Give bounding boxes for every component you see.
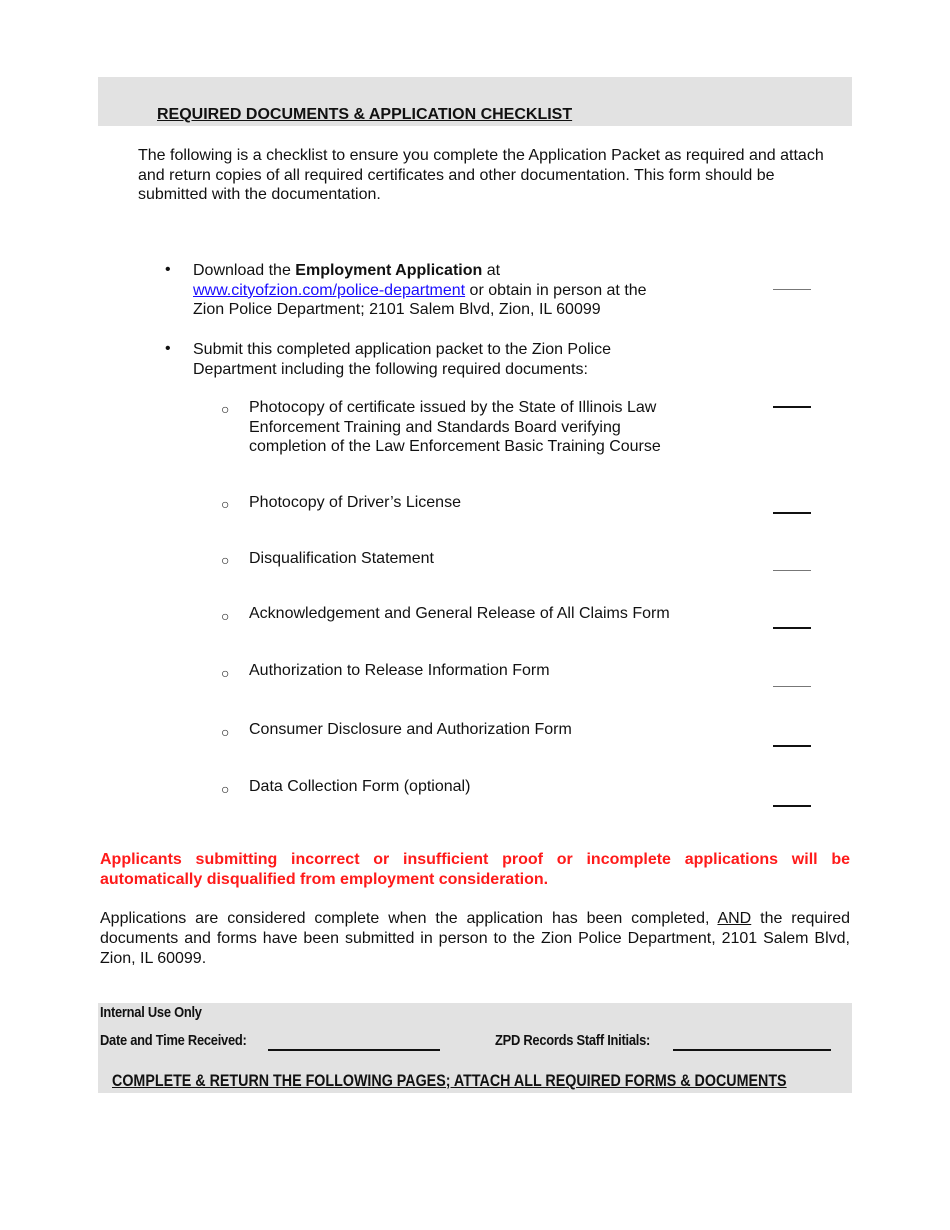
bullet-marker: •	[165, 261, 171, 278]
completeness-paragraph	[100, 909, 850, 969]
checkbox-line[interactable]	[773, 570, 811, 571]
sub-bullet-marker: ○	[221, 401, 230, 417]
item-text: Download the	[193, 262, 296, 279]
sub-item-drivers-license: Photocopy of Driver’s License	[249, 494, 461, 511]
paragraph-text: the required documents and forms have been submitted in person to the Zion Police Department, 2101 Salem Blvd, Zion, IL 60099.	[100, 910, 850, 967]
sub-item-authorization: Authorization to Release Information Form	[249, 662, 550, 679]
item-text: at	[482, 262, 501, 279]
item-text: completion of the Law Enforcement Basic Training Course	[249, 438, 661, 455]
item-text: Photocopy of certificate issued by the State of Illinois Law	[249, 399, 657, 416]
staff-initials-label: ZPD Records Staff Initials:	[495, 1032, 651, 1049]
staff-initials-field[interactable]	[673, 1049, 831, 1051]
bullet-marker: •	[165, 340, 171, 357]
checkbox-line[interactable]	[773, 512, 811, 514]
sub-item-data-collection: Data Collection Form (optional)	[249, 778, 471, 795]
checkbox-line[interactable]	[773, 805, 811, 807]
internal-use-heading: Internal Use Only	[100, 1004, 202, 1021]
sub-item-consumer-disclosure: Consumer Disclosure and Authorization Form	[249, 721, 572, 738]
sub-item-acknowledgement: Acknowledgement and General Release of All Claims Form	[249, 605, 670, 622]
checklist-item-submit	[193, 340, 753, 379]
checkbox-line[interactable]	[773, 745, 811, 747]
sub-bullet-marker: ○	[221, 781, 230, 797]
emphasis-text: AND	[717, 910, 752, 927]
checkbox-line[interactable]	[773, 289, 811, 290]
sub-bullet-marker: ○	[221, 496, 230, 512]
sub-bullet-marker: ○	[221, 608, 230, 624]
item-text: or obtain in person at the	[465, 281, 647, 299]
police-department-link[interactable]: www.cityofzion.com/police-department	[193, 281, 466, 299]
checklist-item-download	[193, 261, 753, 320]
sub-bullet-marker: ○	[221, 665, 230, 681]
date-received-field[interactable]	[268, 1049, 440, 1051]
checkbox-line[interactable]	[773, 406, 811, 408]
paragraph-text: Applications are considered complete when the application has been completed,	[100, 910, 718, 927]
return-pages-instruction: COMPLETE & RETURN THE FOLLOWING PAGES; ATTACH ALL REQUIRED FORMS & DOCUMENTS	[112, 1071, 787, 1090]
sub-bullet-marker: ○	[221, 724, 230, 740]
checkbox-line[interactable]	[773, 627, 811, 629]
item-text: Department including the following required documents:	[193, 360, 588, 378]
disqualification-warning: Applicants submitting incorrect or insufficient proof or incomplete applications will be automatically disqualified from employment consideration.	[100, 851, 850, 888]
item-text: Submit this completed application packet to the Zion Police	[193, 341, 612, 358]
sub-item-certificate	[249, 398, 749, 457]
sub-bullet-marker: ○	[221, 552, 230, 568]
sub-item-disqualification: Disqualification Statement	[249, 550, 434, 567]
date-received-label: Date and Time Received:	[100, 1032, 247, 1049]
item-text: Zion Police Department; 2101 Salem Blvd, Zion, IL 60099	[193, 301, 601, 318]
checkbox-line[interactable]	[773, 686, 811, 687]
page-title: REQUIRED DOCUMENTS & APPLICATION CHECKLIST	[157, 106, 573, 123]
item-bold-text: Employment Application	[295, 262, 483, 279]
item-text: Enforcement Training and Standards Board verifying	[249, 418, 621, 436]
intro-paragraph: The following is a checklist to ensure you complete the Application Packet as required and attach and return copies of all required certificates and other documentation. This form should be submitted with the documentation.	[138, 147, 824, 203]
